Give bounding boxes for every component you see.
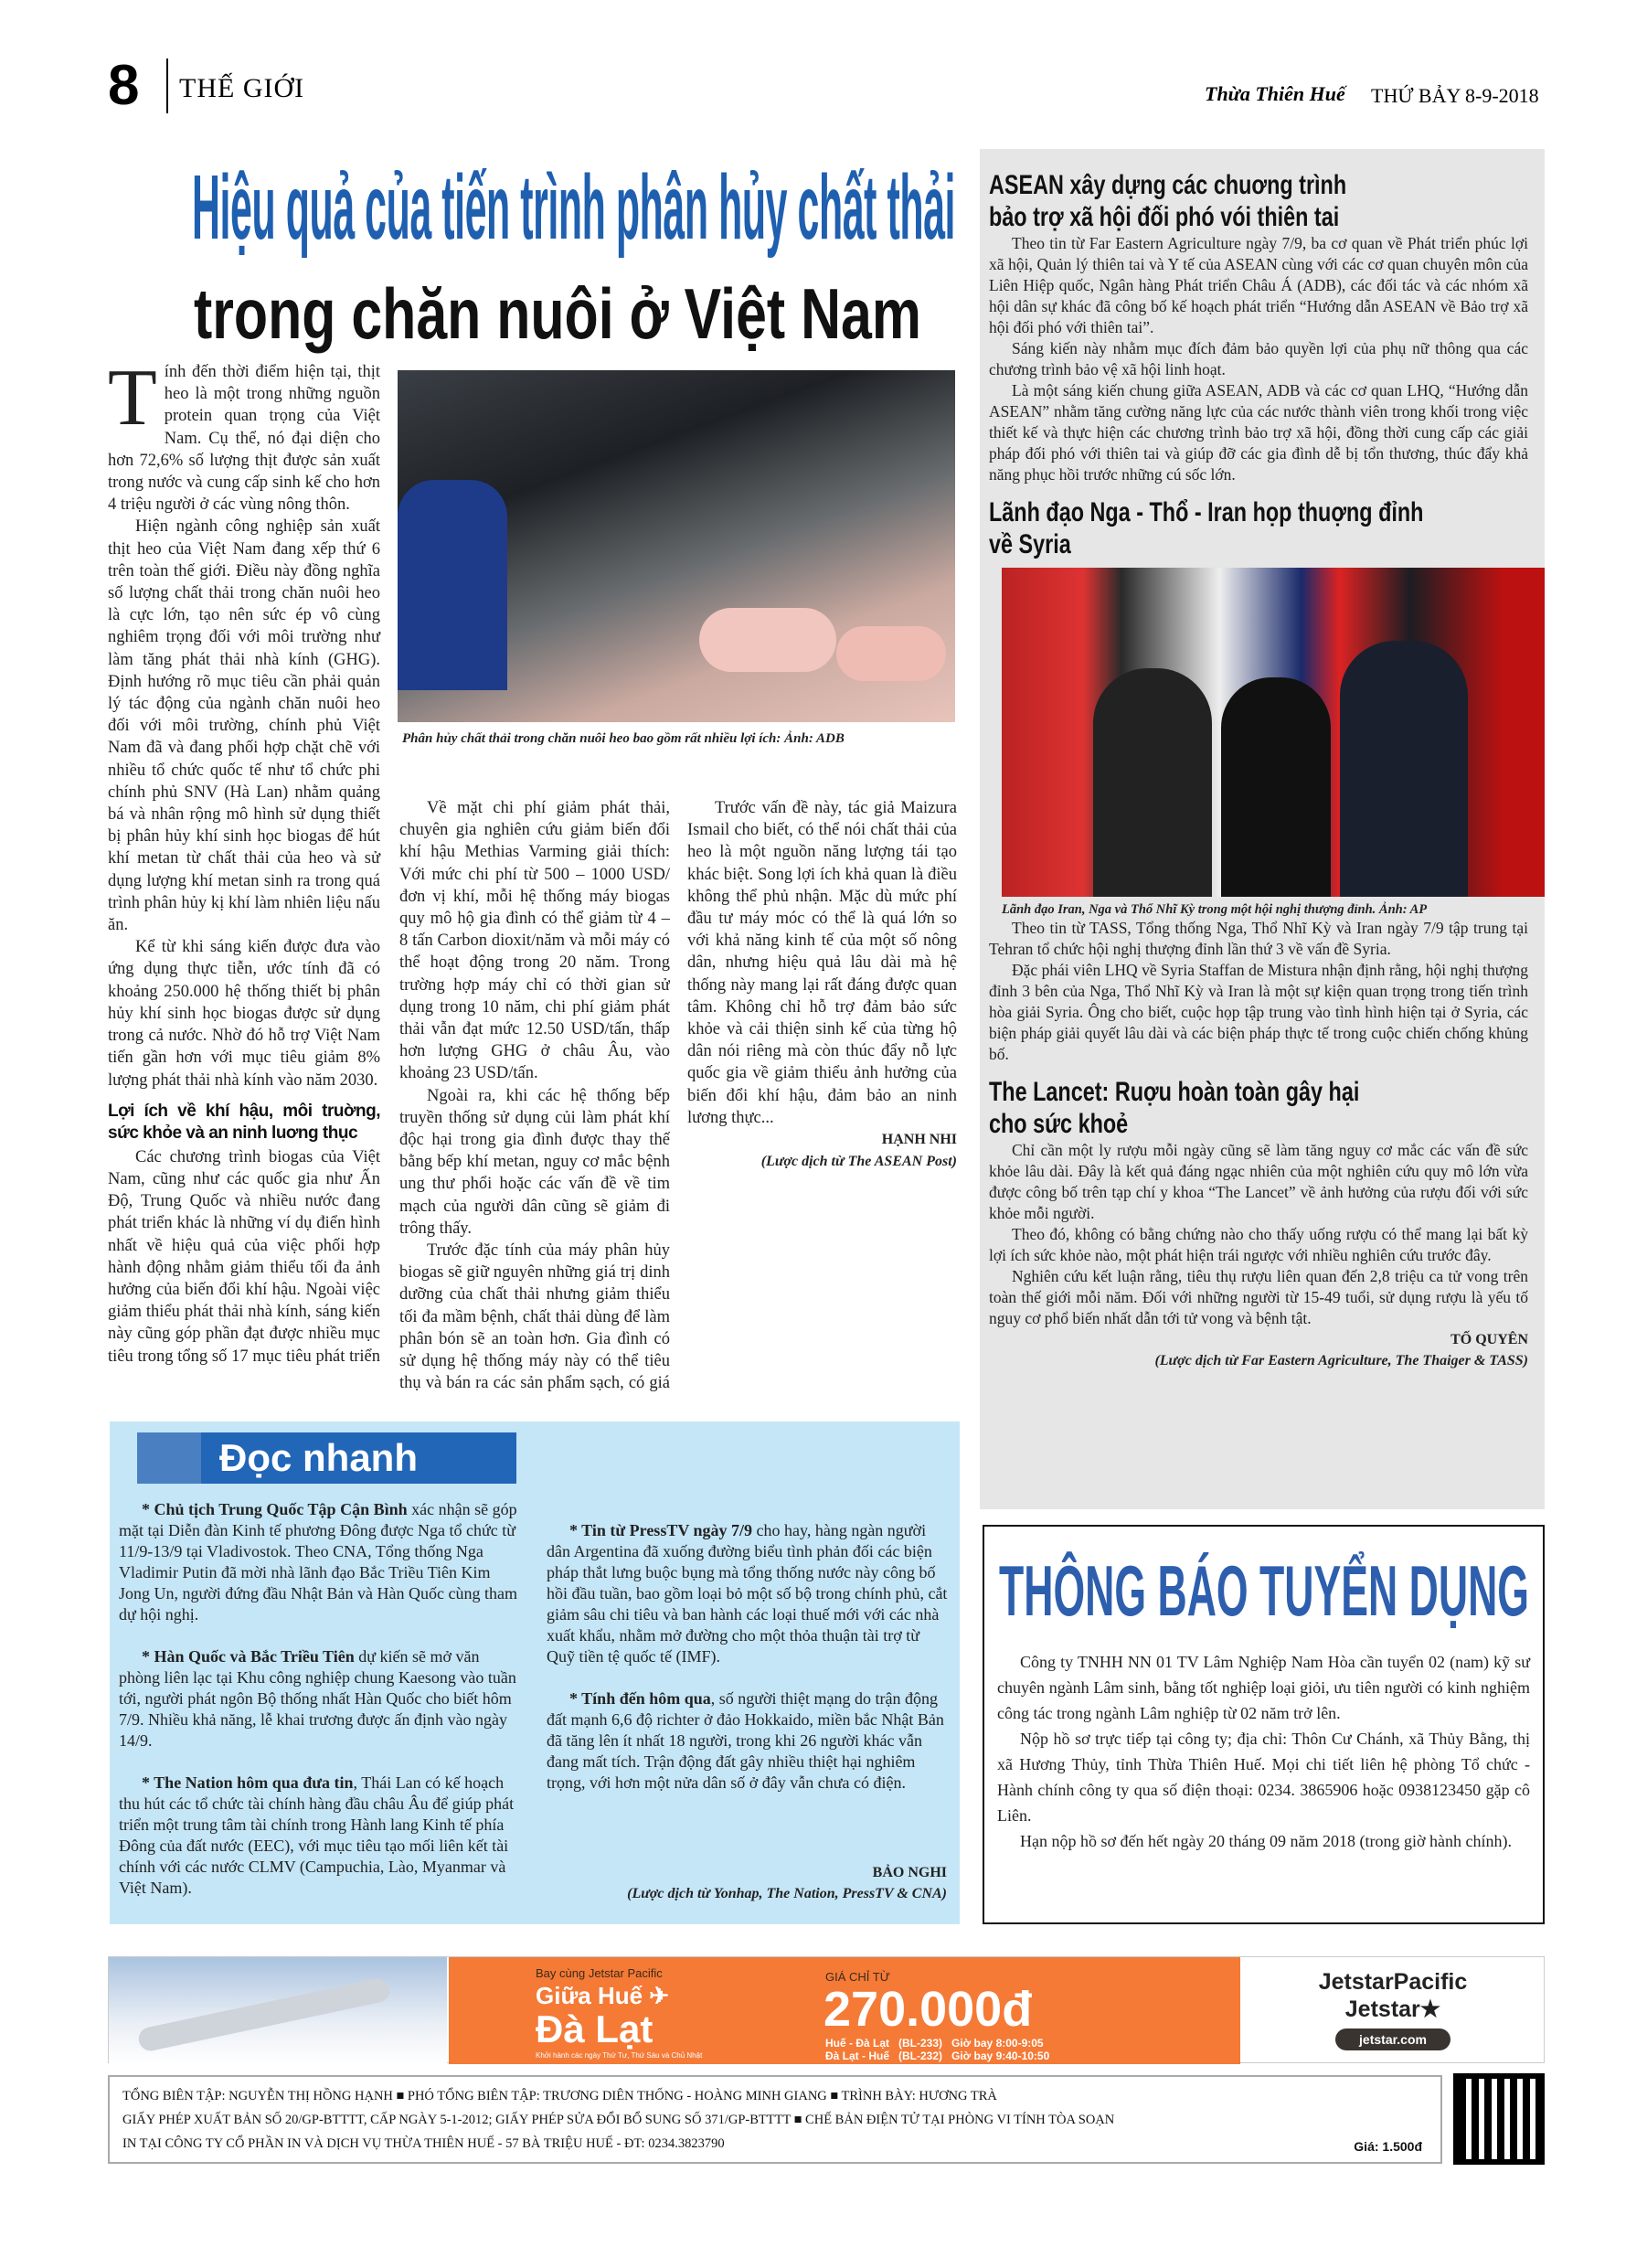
paragraph: Chỉ cần một ly rượu mỗi ngày cũng sẽ làm tăng nguy cơ mắc các vấn đề sức khỏe lâu dài. Đây là kết quả đáng ngạc nhiên của một nghiên cứu quy mô lớn vừa được công bố trên tạp chí y khoa “The Lancet” về ảnh hưởng của rượu đối với sức khỏe mỗi người. bbox=[989, 1141, 1528, 1222]
paragraph: Đặc phái viên LHQ về Syria Staffan de Mistura nhận định rằng, hội nghị thượng đỉnh 3 bên của Nga, Thổ Nhĩ Kỳ và Iran là một sự kiện quan trọng trong tiến trình hòa giải Syria. Ông cho biết, cuộc họp tập trung vào tình hình hiện tại ở Syria, các biện pháp giải quyết lâu dài và các biện pháp thực tế trong cuộc chiến chống khủng bố. bbox=[989, 961, 1528, 1063]
world-news-sidebar bbox=[980, 149, 1545, 1509]
paragraph: Các chương trình biogas của Việt Nam, cũng như các quốc gia như Ấn Độ, Trung Quốc và nhiều nước đang phát triển khác là những ví dụ điển hình nhất về hiệu quả của việc phối hợp hành động nhằm giảm thiểu tối đa ảnh hưởng của biến đổi khí hậu. Ngoài việc giảm thiểu phát thải nhà kính, sáng kiến này cũng góp phần đạt được nhiều mục tiêu trong tổng số 17 mục tiêu phát triển bbox=[108, 1147, 380, 1366]
paragraph: Ngoài ra, khi các hệ thống bếp truyền thống sử dụng củi làm phát khí độc hại trong gia đình được thay thế bằng bếp khí metan, nguy cơ mắc bệnh ung thư phổi hoặc các vấn đề về tim mạch của người dân cũng sẽ giảm đi trông thấy. bbox=[399, 1086, 670, 1238]
section-name: THẾ GIỚI bbox=[179, 73, 305, 103]
paragraph: Trước đặc tính của máy phân hủy biogas sẽ giữ nguyên những giá trị dinh dưỡng của chất thải nhưng giảm thiểu tối đa mầm bệnh, chất thải dùng để làm phân bón sẽ an toàn hơn. Gia đình có sử dụng hệ thống máy này có thể tiêu thụ và bán ra các sản phẩm sạch, có giá bbox=[399, 1241, 670, 1391]
news-item: * Chủ tịch Trung Quốc Tập Cận Bình xác nhận sẽ góp mặt tại Diễn đàn Kinh tế phương Đông được Nga tổ chức từ 11/9-13/9 tại Vladivostok. Theo CNA, Tổng thống Nga Vladimir Putin đã mời nhà lãnh đạo Bắc Triều Tiên Kim Jong Un, người đứng đầu Nhật Bản và Hàn Quốc cùng tham dự hội nghị. bbox=[119, 1500, 517, 1624]
printer-info: IN TẠI CÔNG TY CỔ PHẦN IN VÀ DỊCH VỤ THỪA THIÊN HUẾ - 57 BÀ TRIỆU HUẾ - ĐT: 0234.3823790 bbox=[122, 2136, 725, 2151]
paragraph: Về mặt chi phí giảm phát thải, chuyên gia nghiên cứu giảm biến đổi khí hậu Methias Varming giải thích: Với mức chi phí từ 500 – 1000 USD/đơn vị khí, mỗi hệ thống máy biogas quy mô hộ gia đình có thể giảm từ 4 – 8 tấn Carbon dioxit/năm và mỗi máy có thể hoạt động trong 20 năm. Trong trường hợp máy chỉ có thời gian sử dụng trong 10 năm, chi phí giảm phát thải vẫn đạt mức 12.50 USD/tấn, thấp hơn lượng GHG ở châu Âu, vào khoảng 23 USD/tấn. bbox=[399, 799, 670, 1083]
ad-route: Giữa Huế ✈ bbox=[536, 1982, 670, 2009]
news-item: * Tính đến hôm qua, số người thiệt mạng do trận động đất mạnh 6,6 độ richter ở đảo Hokkaido, miền bắc Nhật Bản đã tăng lên ít nhất 18 người, trong khi 26 người khác vẫn đang mất tích. Trận động đất gây nhiều thiệt hại nghiêm trọng, với hơn một nửa dân số ở đây vẫn chưa có điện. bbox=[547, 1689, 944, 1792]
headline-line-1: Hiệu quả của tiến trình phân hủy chất thải bbox=[192, 156, 955, 259]
leader-figure bbox=[1221, 677, 1331, 897]
paragraph: Nộp hồ sơ trực tiếp tại công ty; địa chỉ: Thôn Cư Chánh, xã Thủy Bằng, thị xã Hương Thủy, tỉnh Thừa Thiên Huế. Mọi chi tiết liên hệ phòng Tổ chức - Hành chính công ty qua số điện thoại: 0234. 3865906 hoặc 0938123450 gặp cô Liên. bbox=[997, 1730, 1530, 1825]
article-title: Lãnh đạo Nga - Thổ - Iran họp thuợng đỉnh bbox=[989, 497, 1424, 527]
brand-name: JetstarPacific bbox=[1318, 1969, 1468, 1995]
article-source: (Lược dịch từ The ASEAN Post) bbox=[760, 1154, 957, 1170]
article-body bbox=[989, 1140, 1528, 1371]
photo-caption: Lãnh đạo Iran, Nga và Thổ Nhĩ Kỳ trong một hội nghị thượng đỉnh. Ảnh: AP bbox=[1002, 902, 1428, 917]
paragraph: Hạn nộp hồ sơ đến hết ngày 20 tháng 09 năm 2018 (trong giờ hành chính). bbox=[1020, 1832, 1512, 1850]
paragraph: Theo tin từ Far Eastern Agriculture ngày 7/9, ba cơ quan về Phát triển phúc lợi xã hội, Quản lý thiên tai và Y tế của ASEAN cùng với các cơ quan chuyên môn của Liên Hiệp quốc, Ngân hàng Phát triển Châu Á (ADB), các đối tác và các nhóm xã hội dân sự khác đã công bố kế hoạch phát triển “Hướng dẫn ASEAN về Bảo trợ xã hội đối phó với thiên tai”. bbox=[989, 234, 1528, 336]
news-item: * The Nation hôm qua đưa tin, Thái Lan có kế hoạch thu hút các tổ chức tài chính hàng đầu châu Âu để giúp phát triển một trung tâm tài chính trong Hành lang Kinh tế phía Đông của đất nước (EEC), với mục tiêu tạo mối liên kết tài chính với các nước CLMV (Campuchia, Lào, Myanmar và Việt Nam). bbox=[119, 1773, 515, 1897]
farmer-figure bbox=[398, 480, 507, 690]
quick-read-column-1 bbox=[119, 1499, 521, 1920]
recruitment-notice bbox=[983, 1525, 1545, 1924]
news-item: * Tin từ PressTV ngày 7/9 cho hay, hàng ngàn người dân Argentina đã xuống đường biểu tình phản đối các biện pháp thắt lưng buộc bụng mà tổng thống nước này công bố hồi đầu tuần, bao gồm loại bỏ một số bộ trong chính phủ, cắt giảm sâu chi tiêu và ban hành các loại thuế mới với các nhà xuất khẩu, nhằm mở đường cho một thỏa thuận tài trợ từ Quỹ tiền tệ quốc tế (IMF). bbox=[547, 1521, 948, 1666]
pig-shape bbox=[699, 608, 836, 672]
recruitment-title: THÔNG BÁO TUYỂN DỤNG bbox=[998, 1550, 1529, 1631]
issue-date: THỨ BẢY 8-9-2018 bbox=[1371, 84, 1539, 107]
paragraph: Công ty TNHH NN 01 TV Lâm Nghiệp Nam Hòa cần tuyển 02 (nam) kỹ sư chuyên ngành Lâm sinh, bằng tốt nghiệp loại giỏi, ưu tiên người có kinh nghiệm công tác trong ngành Lâm nghiệp từ 02 năm trở lên. bbox=[997, 1653, 1530, 1722]
paragraph: Theo đó, không có bằng chứng nào cho thấy uống rượu có thể mang lại bất kỳ lợi ích sức khỏe nào, một phát hiện trái ngược với nhiều nghiên cứu trước đây. bbox=[989, 1225, 1528, 1264]
jetstar-ad-banner[interactable] bbox=[108, 1956, 1545, 2063]
photo-caption: Phân hủy chất thải trong chăn nuôi heo bao gồm rất nhiều lợi ích: Ảnh: ADB bbox=[402, 731, 845, 746]
newspaper-price: Giá: 1.500đ bbox=[1354, 2139, 1422, 2154]
ad-price: 270.000đ bbox=[824, 1982, 1033, 2037]
ad-flight: Huế - Đà Lạt (BL-233) Giờ bay 8:00-9:05 bbox=[825, 2037, 1044, 2050]
license-info: GIẤY PHÉP XUẤT BẢN SỐ 20/GP-BTTTT, CẤP NGÀY 5-1-2012; GIẤY PHÉP SỬA ĐỔI BỔ SUNG SỐ 371/GP-BTTTT ■ CHẾ BẢN ĐIỆN TỬ TẠI PHÒNG VI TÍNH TÒA SOẠN bbox=[122, 2113, 1115, 2127]
ad-promo-panel bbox=[449, 1957, 1240, 2064]
summit-leaders-photo bbox=[1002, 568, 1545, 897]
article-title: về Syria bbox=[989, 529, 1071, 559]
headline-line-2: trong chăn nuôi ở Việt Nam bbox=[194, 273, 921, 354]
subheading: Lợi ích về khí hậu, môi truờng, sức khỏe và an ninh luơng thục bbox=[108, 1101, 380, 1143]
ad-tagline: Bay cùng Jetstar Pacific bbox=[536, 1966, 663, 1980]
author-byline: HẠNH NHI bbox=[881, 1132, 957, 1148]
jetstar-link[interactable]: jetstar.com bbox=[1335, 2028, 1450, 2050]
pig-shape bbox=[836, 626, 946, 681]
article-body bbox=[989, 918, 1528, 1065]
airplane-image bbox=[109, 1957, 447, 2064]
article-column-1 bbox=[108, 354, 380, 1366]
article-title: The Lancet: Ruợu hoàn toàn gây hại bbox=[989, 1077, 1360, 1107]
article-column-2 bbox=[399, 797, 670, 1391]
drop-cap: T bbox=[108, 354, 157, 442]
paragraph: Sáng kiến này nhằm mục đích đảm bảo quyền lợi của phụ nữ thông qua các chương trình bảo vệ xã hội linh hoạt. bbox=[989, 339, 1528, 378]
author-byline: TỐ QUYÊN bbox=[1450, 1332, 1528, 1347]
header-divider bbox=[166, 59, 168, 113]
quick-read-column-2 bbox=[547, 1520, 949, 1815]
article-source: (Lược dịch từ Far Eastern Agriculture, The Thaiger & TASS) bbox=[1154, 1353, 1528, 1368]
ad-route-destination: Đà Lạt bbox=[536, 2007, 653, 2050]
article-body bbox=[989, 233, 1528, 485]
article-source: (Lược dịch từ Yonhap, The Nation, PressTV & CNA) bbox=[627, 1886, 947, 1901]
news-item: * Hàn Quốc và Bắc Triều Tiên dự kiến sẽ mở văn phòng liên lạc tại Khu công nghiệp chung Kaesong vào tuần tới, người phát ngôn Bộ thống nhất Hàn Quốc cho biết hôm 7/9. Nhiều khả năng, lễ khai trương được ấn định vào ngày 14/9. bbox=[119, 1647, 516, 1750]
brand-name: Jetstar★ bbox=[1344, 1996, 1441, 2022]
quick-read-title: Đọc nhanh bbox=[137, 1432, 516, 1484]
editorial-credits: TỔNG BIÊN TẬP: NGUYỄN THỊ HỒNG HẠNH ■ PHÓ TỔNG BIÊN TẬP: TRƯƠNG DIÊN THỐNG - HOÀNG MINH GIANG ■ TRÌNH BÀY: HƯƠNG TRÀ bbox=[122, 2089, 997, 2103]
pig-farm-photo bbox=[398, 370, 955, 722]
author-byline: BẢO NGHI bbox=[872, 1865, 947, 1880]
ad-flight: Đà Lạt - Huế (BL-232) Giờ bay 9:40-10:50 bbox=[825, 2050, 1050, 2062]
qr-code[interactable] bbox=[1453, 2073, 1545, 2165]
paragraph: Là một sáng kiến chung giữa ASEAN, ADB và các cơ quan LHQ, “Hướng dẫn ASEAN” nhằm tăng cường năng lực của các nước thành viên trong khối trong việc thiết kế và thực hiện các chương trình bảo trợ xã hội, đồng thời cung cấp các giải pháp đối phó với thiên tai và giúp đỡ các gia đình dễ bị tổn thương, thúc đẩy khả năng phục hồi trước những cú sốc lớn. bbox=[989, 381, 1528, 484]
article-title: ASEAN xây dựng các chuơng trình bbox=[989, 170, 1347, 200]
ad-price-label: GIÁ CHỈ TỪ bbox=[825, 1970, 890, 1984]
page-number: 8 bbox=[108, 54, 140, 117]
paragraph: Hiện ngành công nghiệp sản xuất thịt heo của Việt Nam đang xếp thứ 6 trên toàn thế giới. Điều này đồng nghĩa số lượng chất thải trong chăn nuôi heo là cực lớn, tạo nên sức ép vô cùng nghiêm trọng đối với môi trường như làm tăng phát thải nhà kính (GHG). Định hướng rõ mục tiêu cần phải quản lý tác động của ngành chăn nuôi heo đối với môi trường, chính phủ Việt Nam đã và đang phối hợp chặt chẽ với nhiều tổ chức quốc tế như tổ chức phi chính phủ SNV (Hà Lan) nhằm quảng bá và nhân rộng mô hình sử dụng thiết bị phân hủy khí sinh học biogas để hút khí metan từ chất thải của heo và sử dụng lượng khí metan sinh ra trong quá trình phân hủy kị khí làm nhiên liệu nấu ăn. bbox=[108, 517, 380, 935]
masthead-footer bbox=[108, 2075, 1442, 2164]
newspaper-name: Thừa Thiên Huế bbox=[1205, 82, 1345, 105]
article-title: bảo trợ xã hội đối phó vói thiên tai bbox=[989, 202, 1340, 232]
airplane-fuselage bbox=[136, 1976, 391, 2053]
article-title: cho sức khoẻ bbox=[989, 1109, 1129, 1139]
paragraph: ính đến thời điểm hiện tại, thịt heo là một trong những nguồn protein quan trọng của Việt Nam. Cụ thể, nó đại diện cho hơn 72,6% số lượng thịt được sản xuất trong nước và cung cấp sinh kế cho hơn 4 triệu người ở các vùng nông thôn. bbox=[108, 363, 380, 515]
jetstar-logo bbox=[1242, 1957, 1544, 2064]
leader-figure bbox=[1340, 641, 1468, 897]
ad-days: Khởi hành các ngày Thứ Tư, Thứ Sáu và Chủ Nhật bbox=[536, 2051, 703, 2060]
leader-figure bbox=[1093, 668, 1212, 897]
paragraph: Theo tin từ TASS, Tổng thống Nga, Thổ Nhĩ Kỳ và Iran ngày 7/9 tập trung tại Tehran tổ chức hội nghị thượng đỉnh lần thứ 3 về vấn đề Syria. bbox=[989, 919, 1528, 958]
paragraph: Kể từ khi sáng kiến được đưa vào ứng dụng thực tiễn, ước tính đã có khoảng 250.000 hệ thống thiết bị phân hủy khí sinh học biogas được sử dụng trong cả nước. Nhờ đó hỗ trợ Việt Nam tiến gần hơn với mục tiêu giảm 8% lượng phát thải nhà kính vào năm 2030. bbox=[108, 938, 380, 1090]
paragraph: Trước vấn đề này, tác giả Maizura Ismail cho biết, có thể nói chất thải của heo là một nguồn năng lượng tái tạo khác biệt. Song lợi ích khả quan là điều không thể phủ nhận. Mặc dù mức phí đầu tư máy móc có thể là quá lớn so với khả năng kinh tế của một số nông dân, nhưng hiệu quả lâu dài mà hệ thống này mang lại rất đáng được quan tâm. Không chỉ hỗ trợ đảm bảo sức khỏe và cải thiện sinh kế của từng hộ dân nói riêng mà còn thúc đẩy nỗ lực quốc gia về giảm thiểu ảnh hưởng của biến đổi khí hậu, đảm bảo an ninh lương thực... bbox=[687, 799, 957, 1127]
article-column-3 bbox=[687, 797, 957, 1391]
quick-read-box bbox=[110, 1421, 960, 1924]
paragraph: Nghiên cứu kết luận rằng, tiêu thụ rượu liên quan đến 2,8 triệu ca tử vong trên toàn thế giới mỗi năm. Đối với những người từ 15-49 tuổi, sử dụng rượu là yếu tố nguy cơ phổ biến nhất dẫn tới tử vong và bệnh tật. bbox=[989, 1267, 1528, 1327]
